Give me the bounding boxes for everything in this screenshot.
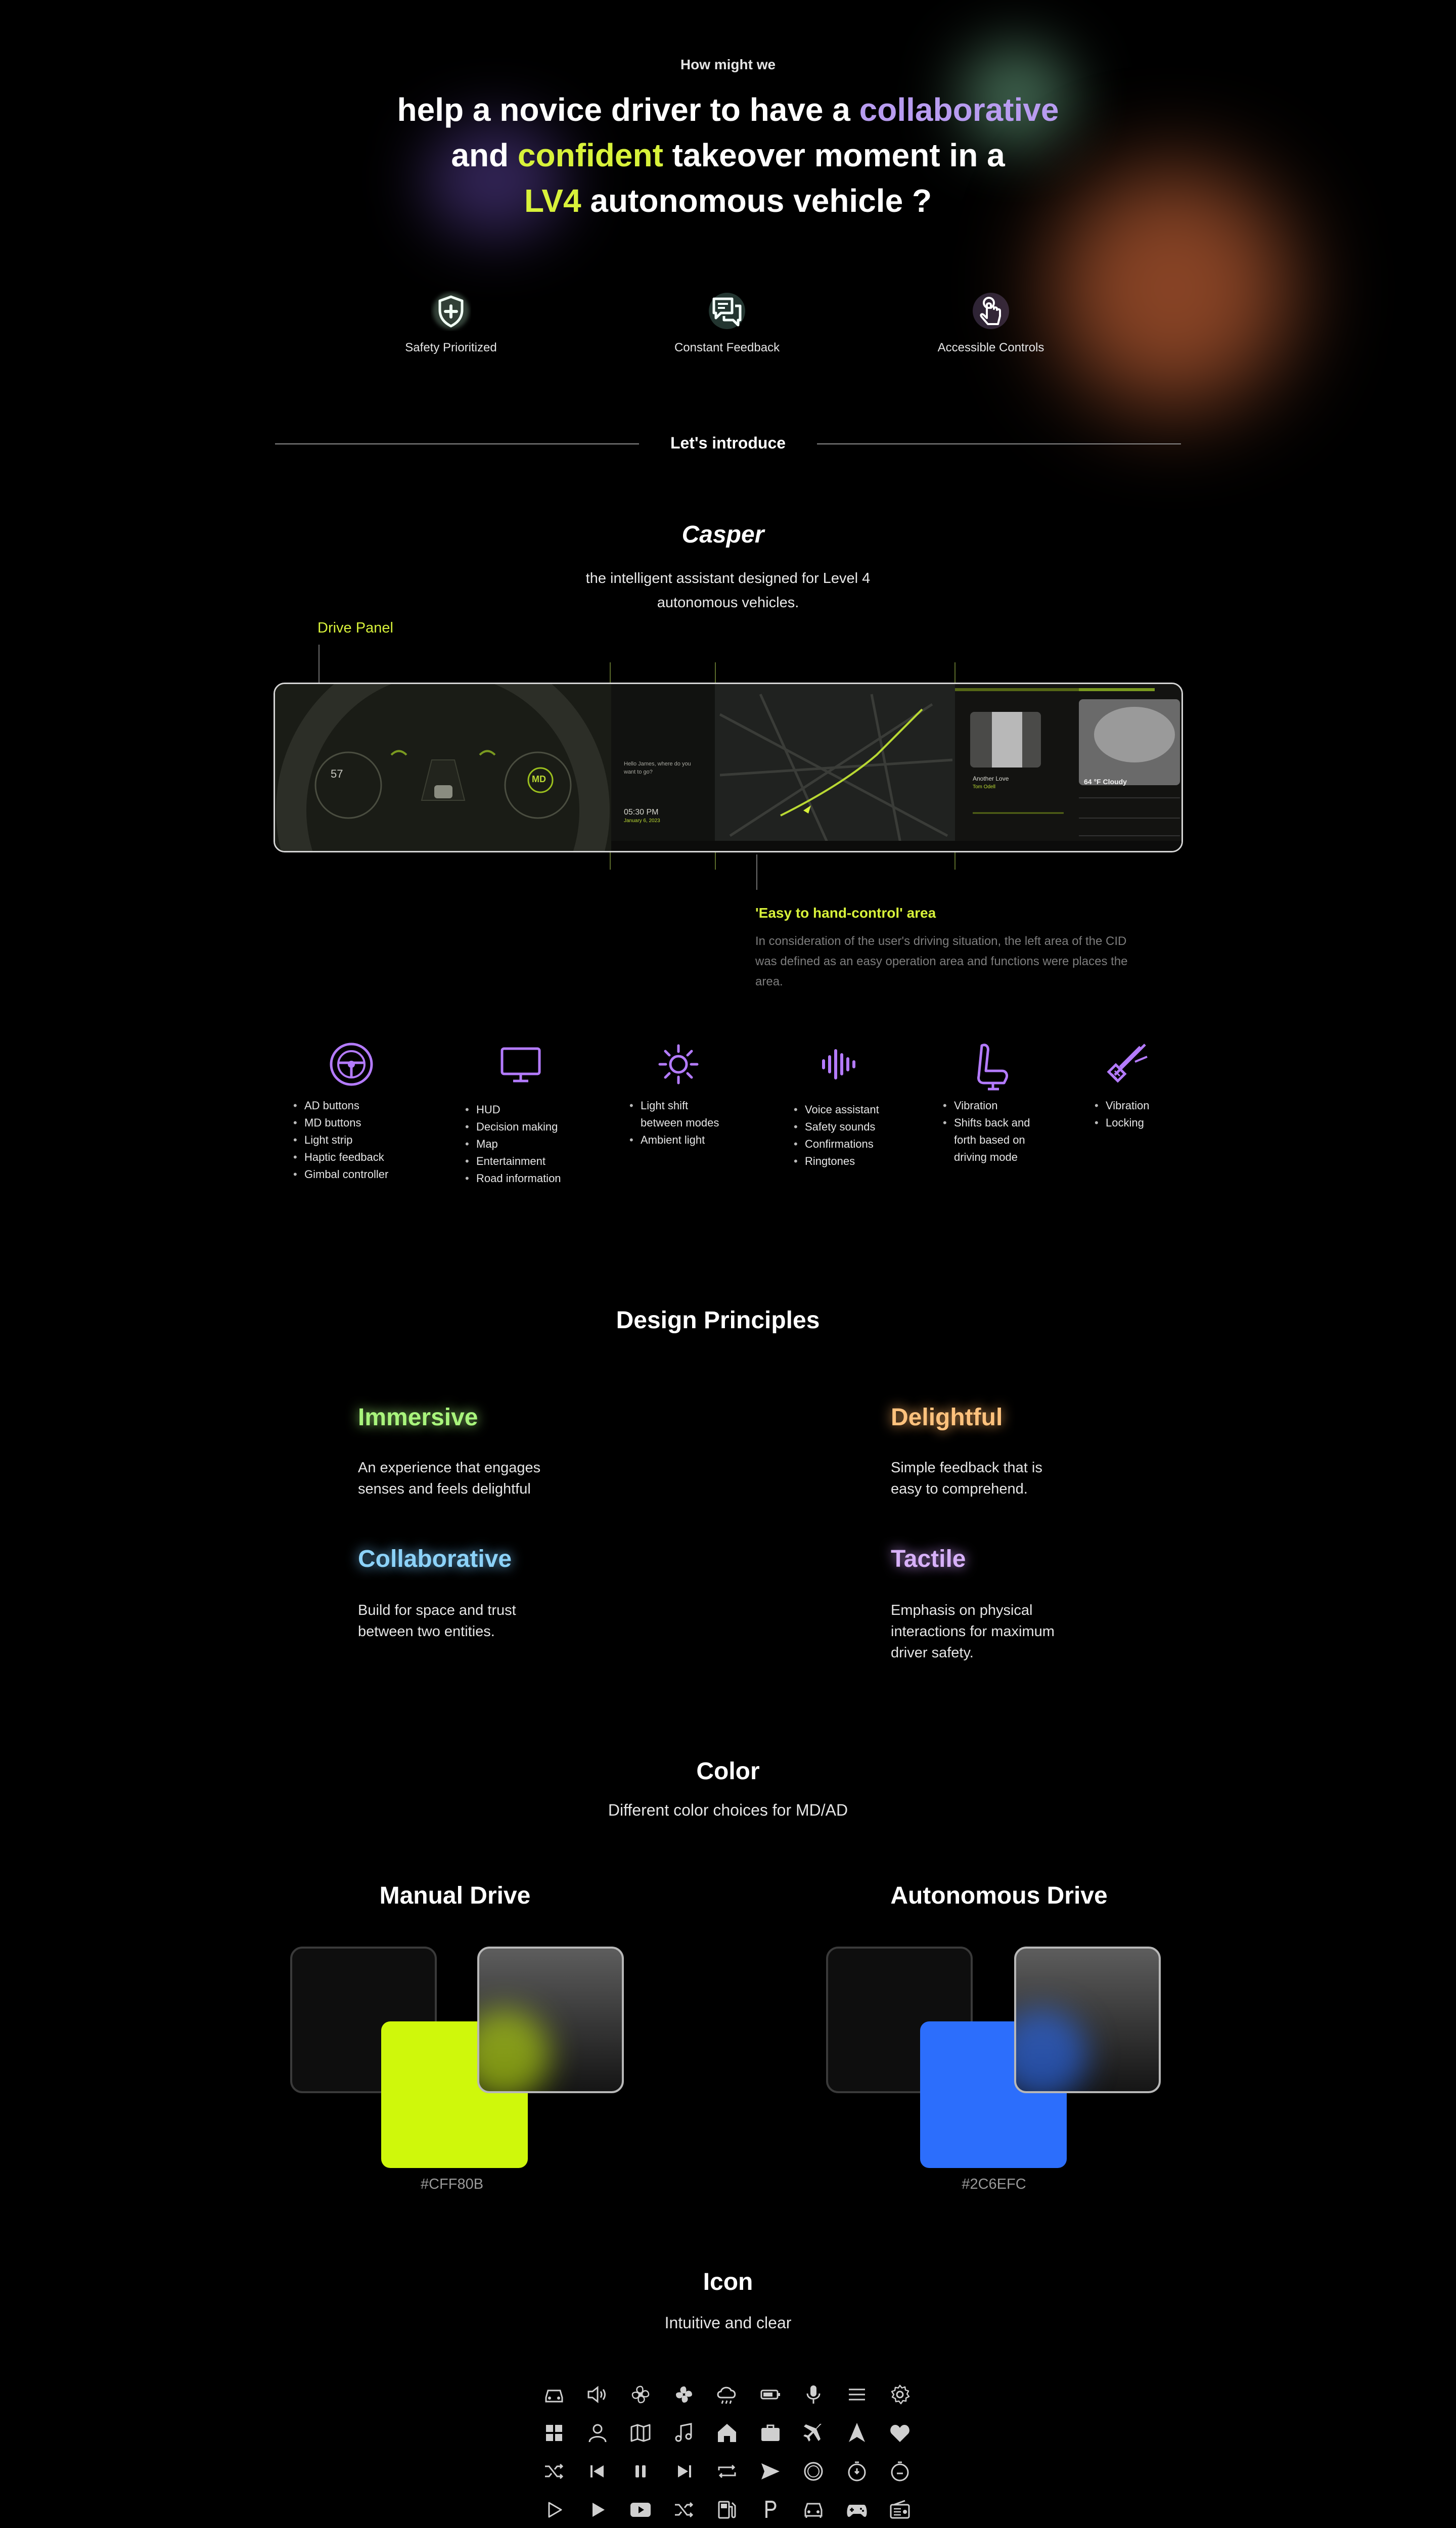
menu-icon bbox=[843, 2380, 871, 2409]
list-item: • Map bbox=[465, 1136, 566, 1153]
weather-readout: 64 °F Cloudy bbox=[1084, 778, 1127, 786]
list-item: • Locking bbox=[1095, 1114, 1165, 1132]
input-column-seat bbox=[943, 1042, 1054, 1166]
shuffle-icon bbox=[540, 2457, 568, 2486]
video-play-icon bbox=[626, 2496, 655, 2524]
icon-section-title: Icon bbox=[703, 2269, 753, 2295]
music-note-icon bbox=[670, 2419, 698, 2447]
cloud-rain-icon bbox=[713, 2380, 741, 2409]
principle-tactile-desc: Emphasis on physical interactions for maximum driver safety. bbox=[891, 1602, 1055, 1661]
feature-label: Accessible Controls bbox=[937, 341, 1044, 354]
icon-grid bbox=[540, 2375, 914, 2528]
send-icon bbox=[756, 2457, 785, 2486]
monitor-icon bbox=[465, 1042, 566, 1097]
drive-panel-label: Drive Panel bbox=[317, 620, 393, 636]
clock-date: January 6, 2023 bbox=[624, 818, 660, 824]
cid-dashboard bbox=[274, 683, 1183, 852]
principle-collaborative-desc: Build for space and trust between two entities. bbox=[358, 1602, 516, 1640]
hero-text: takeover moment in a bbox=[663, 137, 1005, 173]
list-item: • HUD bbox=[465, 1101, 566, 1118]
manual-hex: #CFF80B bbox=[420, 2176, 484, 2192]
feature-label: Constant Feedback bbox=[674, 341, 780, 354]
now-playing-artist: Tom Odell bbox=[973, 784, 996, 790]
swatch-glass bbox=[477, 1947, 624, 2093]
home-icon bbox=[713, 2419, 741, 2447]
parking-icon bbox=[756, 2496, 785, 2524]
icon-section-subtitle: Intuitive and clear bbox=[664, 2314, 792, 2332]
fan-icon bbox=[626, 2380, 655, 2409]
pause-icon bbox=[626, 2457, 655, 2486]
input-column-steering bbox=[293, 1042, 415, 1183]
assistant-greeting: Hello James, where do you want to go? bbox=[624, 761, 691, 775]
list-item: • Voice assistant bbox=[794, 1101, 895, 1118]
briefcase-icon bbox=[756, 2419, 785, 2447]
principle-collaborative-title: Collaborative bbox=[358, 1546, 512, 1572]
color-subtitle: Different color choices for MD/AD bbox=[608, 1801, 848, 1819]
microphone-icon bbox=[799, 2380, 828, 2409]
casper-subtitle: the intelligent assistant designed for Level 4 autonomous vehicles. bbox=[585, 570, 871, 611]
timer-down-icon bbox=[843, 2457, 871, 2486]
list-item: • Light strip bbox=[293, 1132, 415, 1149]
car-seat-icon bbox=[943, 1042, 1054, 1097]
seatbelt-icon bbox=[1095, 1042, 1165, 1097]
list-item: • Safety sounds bbox=[794, 1118, 895, 1136]
list-item: • Gimbal controller bbox=[293, 1166, 415, 1183]
introduce-heading: Let's introduce bbox=[670, 434, 786, 452]
hero-highlight-lv4: LV4 bbox=[524, 183, 581, 219]
gamepad-icon bbox=[843, 2496, 871, 2524]
hero-eyebrow: How might we bbox=[680, 57, 776, 72]
list-item: • Entertainment bbox=[465, 1153, 566, 1170]
autonomous-drive-title: Autonomous Drive bbox=[890, 1882, 1108, 1909]
steering-wheel-icon bbox=[293, 1042, 415, 1097]
heart-icon bbox=[886, 2419, 914, 2447]
hero-highlight-confident: confident bbox=[517, 137, 663, 173]
icon-row bbox=[540, 2452, 914, 2491]
cid-dashboard-graphic bbox=[275, 684, 1183, 852]
principle-immersive-title: Immersive bbox=[358, 1404, 478, 1431]
repeat-icon bbox=[713, 2457, 741, 2486]
list-item: • Haptic feedback bbox=[293, 1149, 415, 1166]
shield-plus-icon bbox=[423, 283, 479, 339]
skip-forward-icon bbox=[670, 2457, 698, 2486]
timer-up-icon bbox=[886, 2457, 914, 2486]
list-item: • AD buttons bbox=[293, 1097, 415, 1114]
list-item: • MD buttons bbox=[293, 1114, 415, 1132]
list-item: • Vibration bbox=[943, 1097, 1054, 1114]
swatch-glow bbox=[1014, 2009, 1087, 2093]
list-item: • Ringtones bbox=[794, 1153, 895, 1170]
hero-question bbox=[0, 87, 1456, 223]
list-item: • Vibration bbox=[1095, 1097, 1165, 1114]
divider-left bbox=[275, 443, 639, 444]
divider-right bbox=[817, 443, 1181, 444]
radio-icon bbox=[886, 2496, 914, 2524]
feature-label: Safety Prioritized bbox=[405, 341, 497, 354]
principle-delightful-desc: Simple feedback that is easy to comprehend. bbox=[891, 1460, 1042, 1497]
hero-text: help a novice driver to have a bbox=[397, 92, 859, 128]
easy-area-title: 'Easy to hand-control' area bbox=[755, 905, 936, 921]
icon-row bbox=[540, 2375, 914, 2414]
mode-indicator: MD bbox=[532, 774, 546, 784]
list-item: • Light shift between modes bbox=[629, 1097, 725, 1132]
clock-time: 05:30 PM bbox=[624, 808, 659, 817]
manual-drive-title: Manual Drive bbox=[379, 1882, 531, 1909]
map-icon bbox=[626, 2419, 655, 2447]
list-item: • Confirmations bbox=[794, 1136, 895, 1153]
airplane-icon bbox=[799, 2419, 828, 2447]
icon-row bbox=[540, 2491, 914, 2528]
input-column-light bbox=[629, 1042, 725, 1149]
list-item: • Decision making bbox=[465, 1118, 566, 1136]
input-column-sound bbox=[794, 1042, 895, 1170]
autonomous-hex: #2C6EFC bbox=[962, 2176, 1026, 2192]
easy-area-description: In consideration of the user's driving situation, the left area of the CID was defined as an easy operation area and functions were places the area. bbox=[755, 934, 1128, 988]
now-playing-title: Another Love bbox=[973, 775, 1009, 782]
speed-limit-icon bbox=[799, 2457, 828, 2486]
play-outline-icon bbox=[540, 2496, 568, 2524]
callout-line bbox=[756, 854, 757, 890]
input-column-belt bbox=[1095, 1042, 1165, 1132]
hero-highlight-collaborative: collaborative bbox=[859, 92, 1059, 128]
input-column-display bbox=[465, 1042, 566, 1187]
list-item: • Road information bbox=[465, 1170, 566, 1187]
design-principles-title: Design Principles bbox=[616, 1307, 820, 1334]
settings-icon bbox=[886, 2380, 914, 2409]
fuel-icon bbox=[713, 2496, 741, 2524]
hero-text: and bbox=[451, 137, 518, 173]
speed-readout: 57 bbox=[331, 768, 343, 780]
principle-delightful-title: Delightful bbox=[891, 1404, 1003, 1431]
icon-row bbox=[540, 2414, 914, 2452]
swatch-glow bbox=[477, 2009, 550, 2093]
user-icon bbox=[583, 2419, 612, 2447]
feature-controls bbox=[900, 283, 1082, 355]
casper-title: Casper bbox=[681, 521, 764, 548]
car-front-icon bbox=[799, 2496, 828, 2524]
fan-filled-icon bbox=[670, 2380, 698, 2409]
swatch-glass bbox=[1014, 1947, 1161, 2093]
navigation-arrow-icon bbox=[843, 2419, 871, 2447]
principle-immersive-desc: An experience that engages senses and feels delightful bbox=[358, 1460, 541, 1497]
color-title: Color bbox=[696, 1758, 760, 1785]
battery-icon bbox=[756, 2380, 785, 2409]
list-item: • Shifts back and forth based on driving mode bbox=[943, 1114, 1054, 1166]
feature-safety bbox=[360, 283, 542, 355]
sun-icon bbox=[629, 1042, 725, 1097]
list-item: • Ambient light bbox=[629, 1132, 725, 1149]
principle-tactile-title: Tactile bbox=[891, 1546, 966, 1572]
voice-wave-icon bbox=[794, 1042, 895, 1097]
car-icon bbox=[540, 2380, 568, 2409]
touch-hand-icon bbox=[963, 283, 1019, 339]
volume-icon bbox=[583, 2380, 612, 2409]
grid-icon bbox=[540, 2419, 568, 2447]
shuffle-icon bbox=[670, 2496, 698, 2524]
chat-bubbles-icon bbox=[699, 283, 755, 339]
feature-feedback bbox=[636, 283, 818, 355]
hero-text: autonomous vehicle ? bbox=[581, 183, 932, 219]
play-filled-icon bbox=[583, 2496, 612, 2524]
skip-back-icon bbox=[583, 2457, 612, 2486]
